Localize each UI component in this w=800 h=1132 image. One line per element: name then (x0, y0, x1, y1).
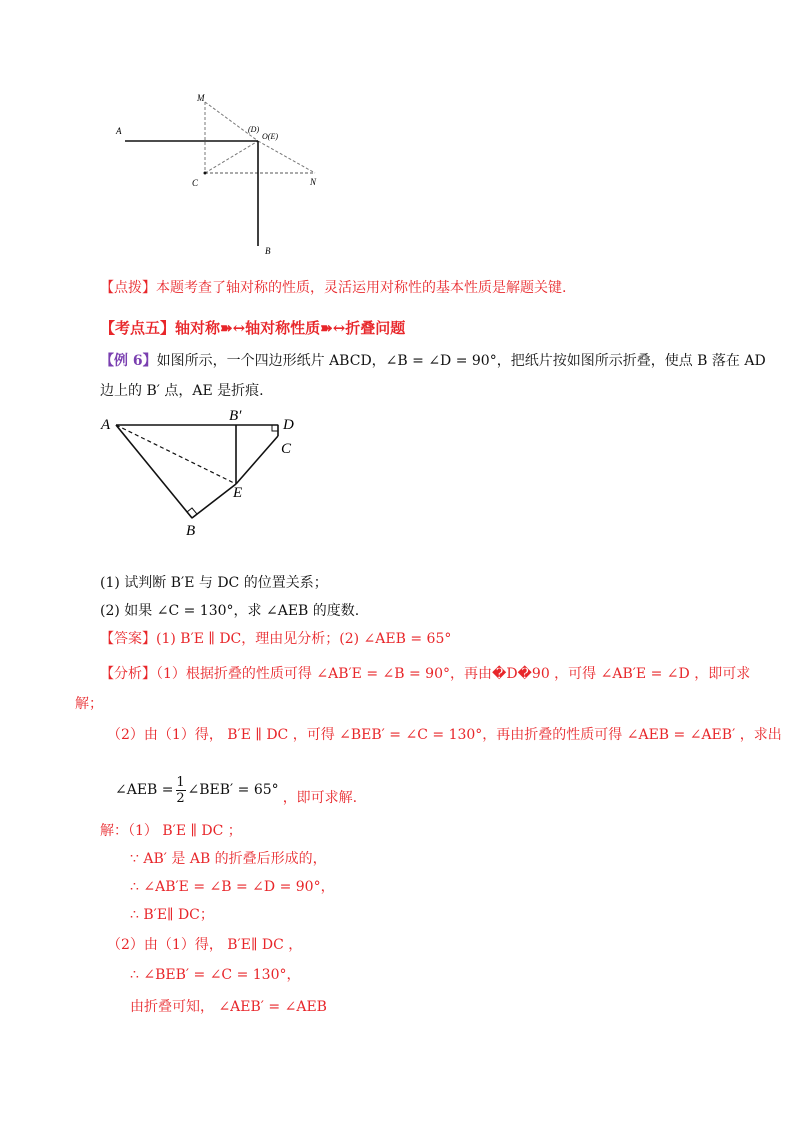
segment-ON (258, 141, 315, 173)
solution-line3: ∴ ∠AB′E = ∠B = ∠D = 90°， (130, 879, 335, 895)
label-B: B (265, 246, 271, 256)
segment-BE (192, 484, 236, 518)
analysis-line3: （2）由（1）得， B′E ∥ DC ，可得 ∠BEB′ = ∠C = 130°，再由折叠的性质可得 ∠AEB = ∠AEB′ ，求出 (107, 727, 782, 743)
tip-tag: 【点拨】 (100, 280, 156, 296)
example-line2: 边上的 B′ 点，AE 是折痕. (100, 383, 264, 399)
segment-CO (205, 141, 258, 173)
right-angle-D (272, 425, 278, 431)
solution-line7: 由折叠可知， ∠AEB′ = ∠AEB (130, 999, 327, 1015)
tip-text: 本题考查了轴对称的性质，灵活运用对称性的基本性质是解题关键. (156, 280, 567, 296)
label-N: N (310, 177, 317, 187)
example-line1 (100, 350, 766, 370)
example-text-1: 如图所示，一个四边形纸片 ABCD，∠B = ∠D = 90°，把纸片按如图所示折叠，使点 B 落在 AD (156, 353, 766, 369)
point-C (204, 172, 207, 175)
formula-right: ∠BEB′ = 65° (187, 782, 279, 798)
label-C: C (281, 441, 292, 457)
fraction-denominator: 2 (176, 790, 185, 806)
segment-MD (205, 102, 258, 141)
label-A: A (116, 126, 122, 136)
label-B: B (186, 523, 196, 539)
label-E: E (233, 485, 243, 501)
tip-paragraph (100, 277, 566, 297)
formula-left: ∠AEB = (115, 782, 174, 798)
label-M: M (197, 93, 205, 103)
solution-line5: （2）由（1）得， B′E∥ DC ， (107, 937, 303, 953)
segment-AB (116, 425, 192, 518)
solution-line2: ∵ AB′ 是 AB 的折叠后形成的， (130, 851, 327, 867)
segment-EC (236, 436, 278, 484)
analysis-tag: 【分析】 (100, 666, 156, 682)
segment-AE (116, 425, 236, 484)
formula-fraction (176, 775, 186, 806)
question-1: (1) 试判断 B′E 与 DC 的位置关系； (100, 575, 328, 591)
label-D: D (283, 417, 294, 433)
analysis-formula (115, 768, 357, 812)
analysis-line2: 解； (75, 696, 103, 712)
figure-fold (98, 408, 308, 543)
formula-tail: ，即可求解. (282, 790, 358, 806)
solution-line1: 解：（1） B′E ∥ DC ； (100, 823, 242, 839)
figure-symmetry (110, 88, 340, 263)
answer-tag: 【答案】 (100, 631, 156, 647)
label-OE: O(E) (262, 132, 278, 141)
analysis-text-1: （1）根据折叠的性质可得 ∠AB′E = ∠B = 90°，再由�D�90 ，可得 ∠AB′E = ∠D ，即可求 (156, 666, 751, 682)
answer-text: (1) B′E ∥ DC，理由见分析；(2) ∠AEB = 65° (156, 631, 452, 647)
label-B-prime: B′ (229, 408, 242, 424)
analysis-line1 (100, 663, 750, 683)
answer-line (100, 628, 451, 648)
question-2: (2) 如果 ∠C = 130°，求 ∠AEB 的度数. (100, 603, 360, 619)
example-tag: 【例 6】 (100, 353, 157, 369)
label-C: C (192, 178, 199, 188)
fraction-numerator: 1 (176, 774, 185, 790)
label-D: (D) (248, 125, 260, 134)
section-title: 【考点五】轴对称➽↔轴对称性质➽↔折叠问题 (100, 319, 406, 337)
solution-line6: ∴ ∠BEB′ = ∠C = 130°， (130, 967, 301, 983)
label-A: A (101, 417, 111, 433)
solution-line4: ∴ B′E∥ DC； (130, 907, 214, 923)
